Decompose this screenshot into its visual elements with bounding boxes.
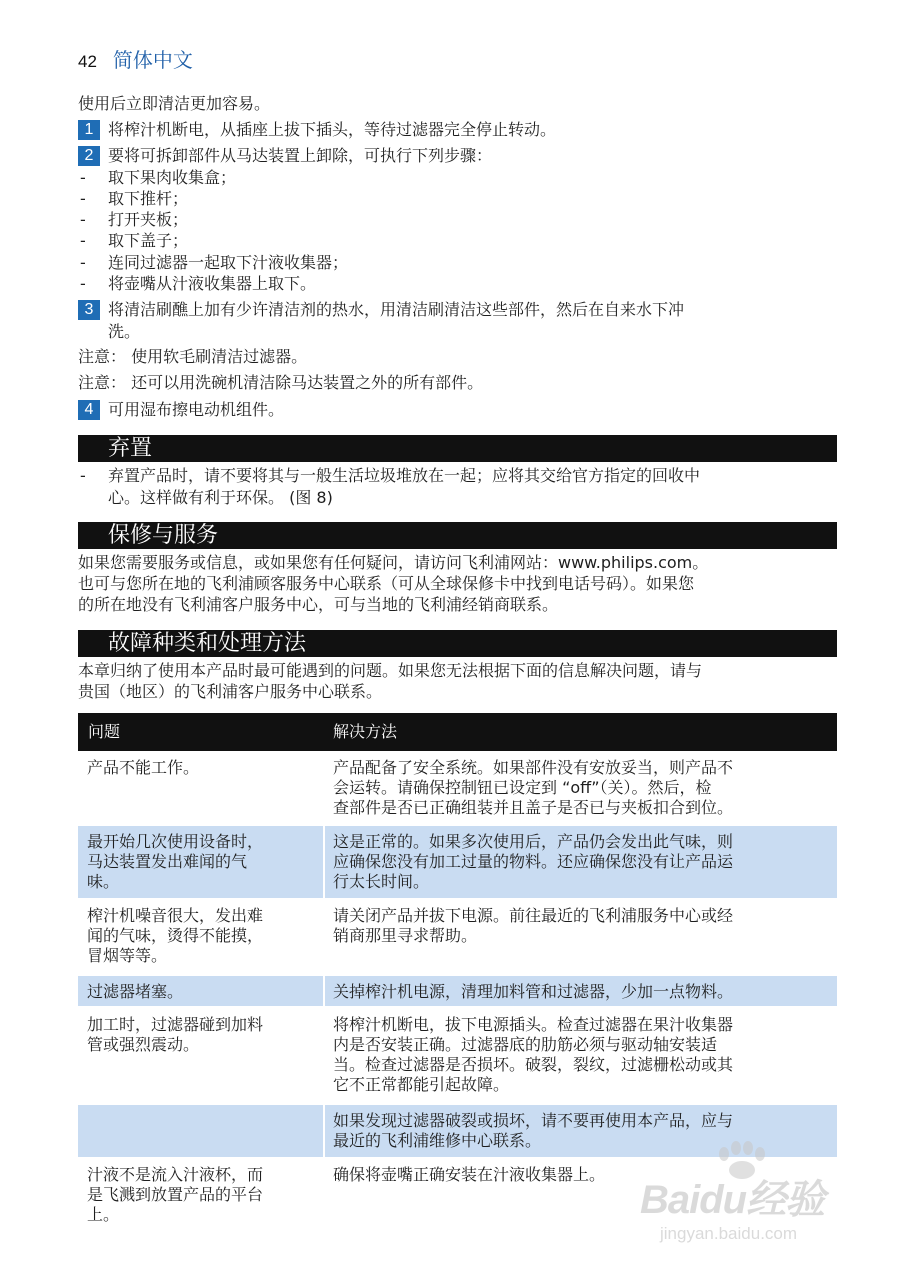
table-row <box>78 900 837 973</box>
step-3-text-cont: 洗。 <box>108 322 141 341</box>
section-title-disposal: 弃置 <box>78 435 837 462</box>
service-text: 的所在地没有飞利浦客户服务中心，可与当地的飞利浦经销商联系。 <box>78 595 559 614</box>
language-title: 简体中文 <box>112 48 193 72</box>
bullet-item: 取下果肉收集盒； <box>108 168 237 187</box>
solution-text: 将榨汁机断电，拔下电源插头。检查过滤器在果汁收集器 <box>333 1015 734 1034</box>
solution-cell <box>325 1009 837 1103</box>
problem-text: 冒烟等等。 <box>87 946 168 965</box>
section-title-troubleshooting: 故障种类和处理方法 <box>78 630 837 657</box>
step-1-text: 将榨汁机断电，从插座上拔下插头，等待过滤器完全停止转动。 <box>108 120 557 139</box>
problem-text: 加工时，过滤器碰到加料 <box>87 1015 264 1034</box>
solution-text: 产品配备了安全系统。如果部件没有安放妥当，则产品不 <box>333 758 734 777</box>
page-header <box>78 44 193 70</box>
problem-text: 上。 <box>87 1205 120 1224</box>
column-header-problem: 问题 <box>88 722 121 741</box>
solution-cell <box>325 826 837 898</box>
solution-text: 应确保您没有加工过量的物料。还应确保您没有让产品运 <box>333 852 734 871</box>
solution-text: 这是正常的。如果多次使用后，产品仍会发出此气味，则 <box>333 832 734 851</box>
column-header-solution: 解决方法 <box>333 722 398 741</box>
solution-text: 行太长时间。 <box>333 872 430 891</box>
problem-text: 闻的气味，烫得不能摸， <box>87 926 264 945</box>
troubleshooting-intro: 本章归纳了使用本产品时最可能遇到的问题。如果您无法根据下面的信息解决问题，请与 <box>78 661 703 680</box>
solution-text: 确保将壶嘴正确安装在汁液收集器上。 <box>333 1165 606 1184</box>
step-3-text: 将清洁刷醮上加有少许清洁剂的热水，用清洁刷清洁这些部件，然后在自来水下冲 <box>108 300 685 319</box>
solution-text: 请关闭产品并拔下电源。前往最近的飞利浦服务中心或经 <box>333 906 734 925</box>
solution-text: 内是否安装正确。过滤器底的肋筋必须与驱动轴安装适 <box>333 1035 718 1054</box>
problem-text: 产品不能工作。 <box>87 758 200 777</box>
bullet-dash: - <box>80 189 86 208</box>
table-row <box>78 826 837 898</box>
problem-text: 是飞溅到放置产品的平台 <box>87 1185 264 1204</box>
bullet-item: 将壶嘴从汁液收集器上取下。 <box>108 274 317 293</box>
bullet-item: 取下推杆； <box>108 189 189 208</box>
watermark-main: Baidu经验 <box>640 1178 825 1222</box>
problem-text: 过滤器堵塞。 <box>87 982 184 1001</box>
problem-cell <box>78 752 323 824</box>
solution-text: 会运转。请确保控制钮已设定到 “off”（关）。然后，检 <box>333 778 712 797</box>
note-1: 注意： 使用软毛刷清洁过滤器。 <box>78 347 308 366</box>
disposal-text: 弃置产品时，请不要将其与一般生活垃圾堆放在一起；应将其交给官方指定的回收中 <box>108 466 701 485</box>
solution-text: 如果发现过滤器破裂或损坏，请不要再使用本产品，应与 <box>333 1111 734 1130</box>
watermark-sub: jingyan.baidu.com <box>660 1224 798 1243</box>
solution-cell <box>325 752 837 824</box>
bullet-dash: - <box>80 274 86 293</box>
bullet-item: 打开夹板； <box>108 210 189 229</box>
table-header <box>78 713 837 751</box>
bullet-item: 取下盖子； <box>108 231 189 250</box>
note-2: 注意： 还可以用洗碗机清洁除马达装置之外的所有部件。 <box>78 373 484 392</box>
problem-text: 管或强烈震动。 <box>87 1035 200 1054</box>
problem-cell <box>78 826 323 898</box>
bullet-dash: - <box>80 168 86 187</box>
problem-text: 最开始几次使用设备时， <box>87 832 264 851</box>
bullet-dash: - <box>80 231 86 250</box>
page-number: 42 <box>78 52 97 71</box>
troubleshooting-intro: 贵国（地区）的飞利浦客户服务中心联系。 <box>78 682 383 701</box>
section-title-service: 保修与服务 <box>78 522 837 549</box>
problem-cell <box>78 1105 323 1157</box>
table-row <box>78 1009 837 1103</box>
table-row <box>78 752 837 824</box>
service-text: 如果您需要服务或信息，或如果您有任何疑问，请访问飞利浦网站：www.philips.com。 <box>78 553 709 572</box>
problem-cell <box>78 976 323 1006</box>
bullet-dash: - <box>80 210 86 229</box>
solution-text: 关掉榨汁机电源，清理加料管和过滤器，少加一点物料。 <box>333 982 734 1001</box>
solution-text: 它不正常都能引起故障。 <box>333 1075 510 1094</box>
solution-cell <box>325 900 837 973</box>
baidu-watermark <box>640 1140 840 1260</box>
step-2-text: 要将可拆卸部件从马达装置上卸除，可执行下列步骤： <box>108 146 493 165</box>
problem-cell <box>78 1009 323 1103</box>
problem-cell <box>78 1159 323 1233</box>
solution-text: 销商那里寻求帮助。 <box>333 926 478 945</box>
problem-text: 榨汁机噪音很大，发出难 <box>87 906 264 925</box>
table-row <box>78 976 837 1006</box>
problem-text: 味。 <box>87 872 120 891</box>
bullet-dash: - <box>80 466 86 485</box>
problem-text: 马达装置发出难闻的气 <box>87 852 248 871</box>
solution-text: 最近的飞利浦维修中心联系。 <box>333 1131 542 1150</box>
step-number-1: 1 <box>78 120 100 140</box>
cleaning-intro: 使用后立即清洁更加容易。 <box>78 94 271 113</box>
solution-cell <box>325 976 837 1006</box>
step-number-3: 3 <box>78 300 100 320</box>
disposal-text-cont: 心。这样做有利于环保。 (图 8) <box>108 488 333 507</box>
problem-cell <box>78 900 323 973</box>
problem-text: 汁液不是流入汁液杯，而 <box>87 1165 264 1184</box>
solution-text: 当。检查过滤器是否损坏。破裂，裂纹，过滤栅松动或其 <box>333 1055 734 1074</box>
bullet-dash: - <box>80 253 86 272</box>
service-text: 也可与您所在地的飞利浦顾客服务中心联系（可从全球保修卡中找到电话号码）。如果您 <box>78 574 695 593</box>
solution-text: 查部件是否已正确组装并且盖子是否已与夹板扣合到位。 <box>333 798 734 817</box>
step-4-text: 可用湿布擦电动机组件。 <box>108 400 285 419</box>
step-number-4: 4 <box>78 400 100 420</box>
bullet-item: 连同过滤器一起取下汁液收集器； <box>108 253 349 272</box>
step-number-2: 2 <box>78 146 100 166</box>
